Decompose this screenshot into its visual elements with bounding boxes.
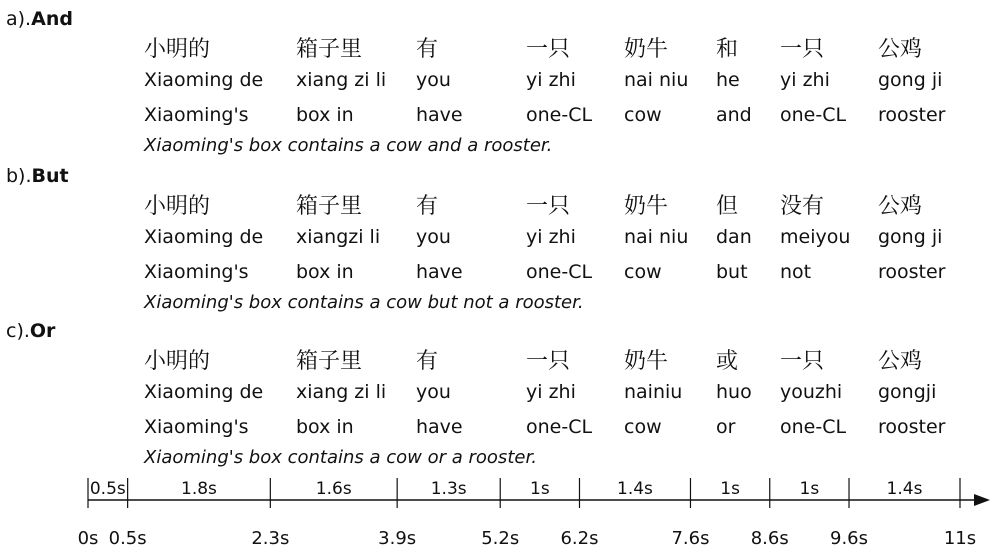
pinyin-row <box>0 381 1000 407</box>
gloss-row <box>0 104 1000 130</box>
section-title: But <box>31 165 69 187</box>
gloss-cell: or <box>716 416 736 438</box>
gloss-cell: meiyou <box>780 226 851 248</box>
gloss-cell: xiang zi li <box>296 381 387 403</box>
tick-label: 2.3s <box>251 528 290 549</box>
duration-label: 1.3s <box>430 479 467 499</box>
gloss-cell: cow <box>624 104 662 126</box>
gloss-cell: Xiaoming's <box>144 261 249 283</box>
gloss-cell: 一只 <box>526 37 571 62</box>
gloss-cell: box in <box>296 261 354 283</box>
axis-arrowhead <box>974 494 990 506</box>
gloss-cell: 公鸡 <box>878 37 923 62</box>
gloss-cell: you <box>416 69 451 91</box>
gloss-cell: you <box>416 226 451 248</box>
gloss-cell: rooster <box>878 104 946 126</box>
gloss-cell: cow <box>624 416 662 438</box>
gloss-cell: one-CL <box>526 416 593 438</box>
duration-label: 0.5s <box>89 479 126 499</box>
section-label <box>6 165 69 187</box>
gloss-cell: have <box>416 104 463 126</box>
gloss-cell: and <box>716 104 752 126</box>
gloss-cell: xiangzi li <box>296 226 381 248</box>
gloss-cell: yi zhi <box>780 69 830 91</box>
pinyin-row <box>0 226 1000 252</box>
chinese-row <box>0 35 1000 61</box>
timeline-axis <box>0 470 1000 557</box>
gloss-cell: 奶牛 <box>624 349 669 374</box>
gloss-cell: nainiu <box>624 381 683 403</box>
duration-label: 1s <box>720 479 740 499</box>
tick-label: 6.2s <box>560 528 599 549</box>
free-translation: Xiaoming's box contains a cow or a rooster. <box>144 447 537 468</box>
gloss-cell: 一只 <box>526 194 571 219</box>
gloss-cell: have <box>416 261 463 283</box>
gloss-cell: 箱子里 <box>296 349 363 374</box>
tick-label: 7.6s <box>671 528 710 549</box>
gloss-cell: 但 <box>716 194 739 219</box>
free-translation: Xiaoming's box contains a cow but not a rooster. <box>144 292 584 313</box>
gloss-cell: 小明的 <box>144 349 211 374</box>
gloss-cell: you <box>416 381 451 403</box>
tick-label: 8.6s <box>750 528 789 549</box>
tick-label: 0.5s <box>108 528 147 549</box>
gloss-cell: 一只 <box>526 349 571 374</box>
gloss-cell: rooster <box>878 416 946 438</box>
gloss-cell: huo <box>716 381 752 403</box>
duration-label: 1.4s <box>886 479 923 499</box>
gloss-cell: xiang zi li <box>296 69 387 91</box>
duration-label: 1.6s <box>315 479 352 499</box>
gloss-cell: Xiaoming's <box>144 416 249 438</box>
gloss-cell: gong ji <box>878 69 943 91</box>
gloss-cell: Xiaoming de <box>144 226 264 248</box>
gloss-cell: Xiaoming de <box>144 69 264 91</box>
tick-label: 9.6s <box>830 528 869 549</box>
gloss-cell: 一只 <box>780 37 825 62</box>
duration-label: 1s <box>799 479 820 499</box>
gloss-cell: 奶牛 <box>624 194 669 219</box>
gloss-cell: have <box>416 416 463 438</box>
gloss-cell: box in <box>296 104 354 126</box>
section-prefix: b). <box>6 165 32 187</box>
gloss-cell: nai niu <box>624 226 689 248</box>
gloss-cell: 公鸡 <box>878 349 923 374</box>
section-label <box>6 320 55 342</box>
gloss-cell: 一只 <box>780 349 825 374</box>
gloss-cell: nai niu <box>624 69 689 91</box>
gloss-cell: not <box>780 261 812 283</box>
tick-label: 0s <box>77 528 99 549</box>
gloss-cell: yi zhi <box>526 69 576 91</box>
gloss-cell: 和 <box>716 37 739 62</box>
gloss-cell: 小明的 <box>144 194 211 219</box>
gloss-cell: 公鸡 <box>878 194 923 219</box>
gloss-cell: dan <box>716 226 752 248</box>
gloss-cell: box in <box>296 416 354 438</box>
gloss-cell: one-CL <box>526 261 593 283</box>
gloss-cell: one-CL <box>526 104 593 126</box>
gloss-cell: Xiaoming's <box>144 104 249 126</box>
tick-label: 3.9s <box>378 528 417 549</box>
gloss-cell: gongji <box>878 381 937 403</box>
section-title: And <box>31 8 73 30</box>
gloss-cell: Xiaoming de <box>144 381 264 403</box>
gloss-cell: rooster <box>878 261 946 283</box>
gloss-cell: 箱子里 <box>296 194 363 219</box>
gloss-cell: youzhi <box>780 381 843 403</box>
pinyin-row <box>0 69 1000 95</box>
duration-label: 1s <box>530 479 550 499</box>
gloss-cell: 没有 <box>780 194 825 219</box>
section-label <box>6 8 73 30</box>
gloss-cell: 有 <box>416 37 439 62</box>
gloss-cell: he <box>716 69 740 91</box>
gloss-cell: yi zhi <box>526 381 576 403</box>
gloss-cell: 奶牛 <box>624 37 669 62</box>
section-title: Or <box>29 320 56 342</box>
duration-label: 1.4s <box>617 479 653 499</box>
chinese-row <box>0 192 1000 218</box>
free-translation: Xiaoming's box contains a cow and a rooster. <box>144 135 553 156</box>
gloss-cell: one-CL <box>780 416 847 438</box>
section-prefix: c). <box>6 320 30 342</box>
gloss-cell: 小明的 <box>144 37 211 62</box>
gloss-cell: gong ji <box>878 226 943 248</box>
tick-label: 11s <box>943 528 977 549</box>
gloss-cell: one-CL <box>780 104 847 126</box>
section-prefix: a). <box>6 8 32 30</box>
gloss-cell: cow <box>624 261 662 283</box>
gloss-cell: yi zhi <box>526 226 576 248</box>
gloss-row <box>0 416 1000 442</box>
gloss-row <box>0 261 1000 287</box>
gloss-cell: but <box>716 261 748 283</box>
gloss-cell: 有 <box>416 349 439 374</box>
gloss-cell: 箱子里 <box>296 37 363 62</box>
gloss-cell: 有 <box>416 194 439 219</box>
duration-label: 1.8s <box>181 479 217 499</box>
gloss-cell: 或 <box>716 349 739 374</box>
chinese-row <box>0 347 1000 373</box>
tick-label: 5.2s <box>481 528 520 549</box>
